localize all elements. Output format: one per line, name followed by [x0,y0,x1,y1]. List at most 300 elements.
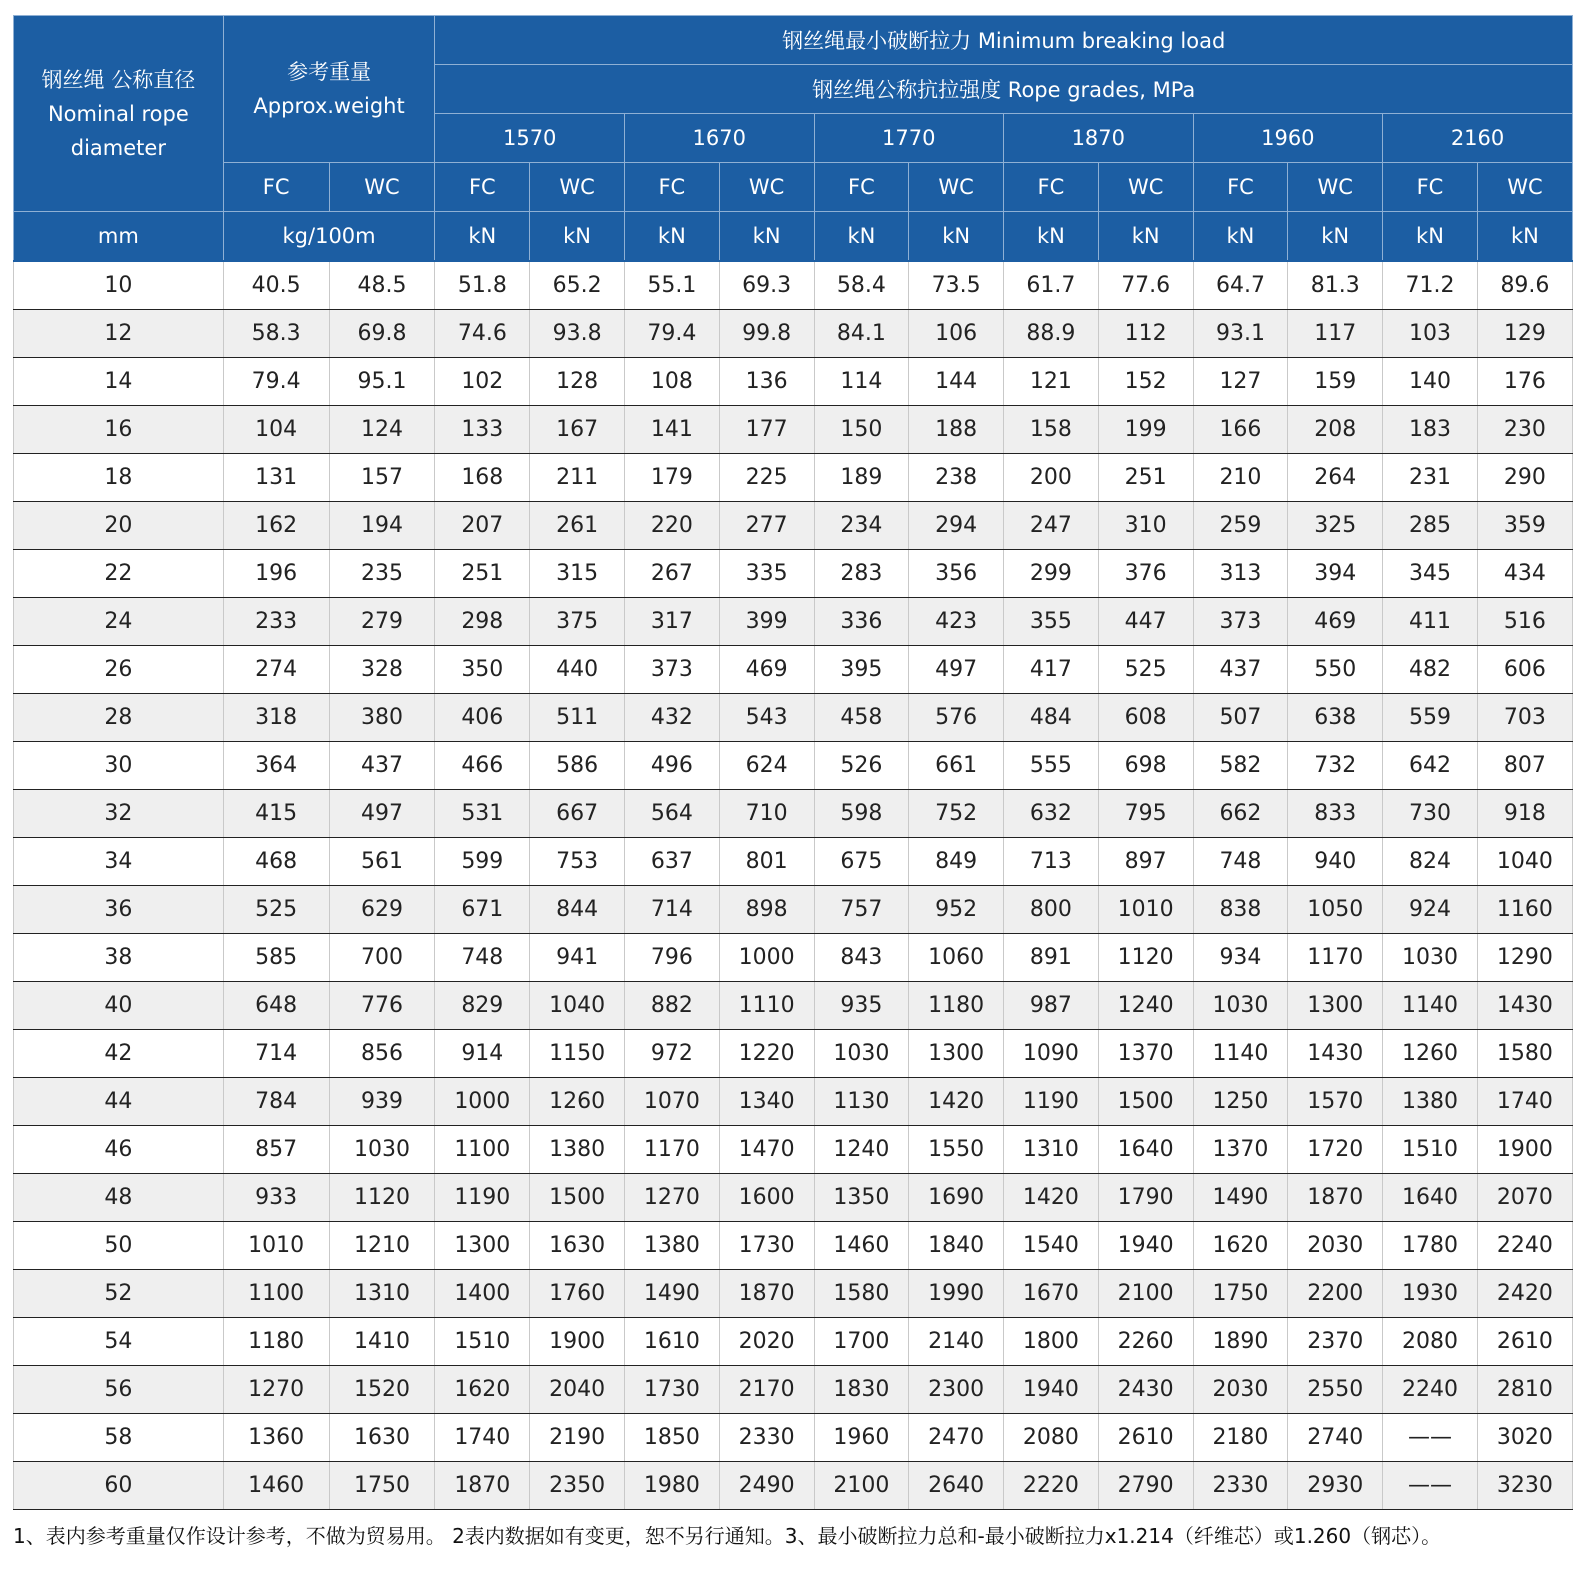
load-cell: 1550 [909,1126,1004,1174]
diameter-cell: 34 [14,838,224,886]
load-cell: 511 [530,694,625,742]
load-cell: 662 [1193,790,1288,838]
load-cell: 531 [435,790,530,838]
load-cell: 935 [814,982,909,1030]
load-cell: 285 [1383,502,1478,550]
load-cell: 208 [1288,406,1383,454]
load-cell: 1060 [909,934,1004,982]
load-cell: 58.4 [814,261,909,310]
load-cell: 310 [1098,502,1193,550]
load-cell: 1620 [435,1366,530,1414]
load-cell: 247 [1004,502,1099,550]
weight-cell: 525 [223,886,329,934]
weight-cell: 561 [329,838,435,886]
load-cell: 582 [1193,742,1288,790]
load-cell: 283 [814,550,909,598]
load-cell: 189 [814,454,909,502]
load-cell: 703 [1477,694,1572,742]
load-cell: 1340 [719,1078,814,1126]
load-cell: 918 [1477,790,1572,838]
fc-header: FC [814,163,909,212]
weight-cell: 162 [223,502,329,550]
weight-cell: 196 [223,550,329,598]
weight-cell: 124 [329,406,435,454]
diameter-cell: 10 [14,261,224,310]
load-cell: 1760 [530,1270,625,1318]
load-cell: 829 [435,982,530,1030]
load-cell: 1870 [435,1462,530,1510]
fc-header: FC [1383,163,1478,212]
load-cell: 93.8 [530,310,625,358]
diameter-cell: 14 [14,358,224,406]
load-cell: 264 [1288,454,1383,502]
table-row [14,1318,1573,1366]
load-cell: 748 [1193,838,1288,886]
load-cell: 210 [1193,454,1288,502]
unit-kn: kN [1098,212,1193,262]
load-cell: 99.8 [719,310,814,358]
diameter-cell: 54 [14,1318,224,1366]
load-cell: 1580 [814,1270,909,1318]
load-cell: 833 [1288,790,1383,838]
load-cell: 140 [1383,358,1478,406]
weight-header-zh: 参考重量 [287,60,372,84]
load-cell: 940 [1288,838,1383,886]
diameter-cell: 50 [14,1222,224,1270]
grade-header: 1570 [435,114,625,163]
weight-cell: 700 [329,934,435,982]
load-cell: 298 [435,598,530,646]
load-cell: 795 [1098,790,1193,838]
load-cell: 1000 [719,934,814,982]
load-cell: 51.8 [435,261,530,310]
unit-kn: kN [814,212,909,262]
table-row [14,1270,1573,1318]
load-cell: 220 [624,502,719,550]
load-cell: 315 [530,550,625,598]
load-cell: 267 [624,550,719,598]
weight-cell: 714 [223,1030,329,1078]
grade-header: 1670 [624,114,814,163]
weight-cell: 104 [223,406,329,454]
weight-cell: 194 [329,502,435,550]
load-cell: 207 [435,502,530,550]
load-cell: 1270 [624,1174,719,1222]
load-cell: 753 [530,838,625,886]
load-cell: 564 [624,790,719,838]
diameter-cell: 40 [14,982,224,1030]
wc-header: WC [530,163,625,212]
weight-cell: 157 [329,454,435,502]
load-cell: 1990 [909,1270,1004,1318]
load-cell: 168 [435,454,530,502]
load-cell: 1300 [1288,982,1383,1030]
load-cell: 71.2 [1383,261,1478,310]
unit-kn: kN [1193,212,1288,262]
load-cell: 661 [909,742,1004,790]
load-cell: 1380 [1383,1078,1478,1126]
load-cell: 1180 [909,982,1004,1030]
weight-cell: 497 [329,790,435,838]
load-cell: 89.6 [1477,261,1572,310]
load-cell: 2350 [530,1462,625,1510]
load-cell: 1030 [1193,982,1288,1030]
load-cell: 1140 [1193,1030,1288,1078]
load-cell: 1420 [1004,1174,1099,1222]
load-cell: 317 [624,598,719,646]
load-cell: 882 [624,982,719,1030]
table-row [14,694,1573,742]
load-cell: 2080 [1383,1318,1478,1366]
load-cell: 632 [1004,790,1099,838]
diameter-cell: 56 [14,1366,224,1414]
load-cell: 373 [624,646,719,694]
weight-header-en: Approx.weight [253,94,405,118]
grade-header: 1770 [814,114,1004,163]
load-cell: 141 [624,406,719,454]
load-cell: 2180 [1193,1414,1288,1462]
weight-cell: 1310 [329,1270,435,1318]
load-cell: 1220 [719,1030,814,1078]
load-cell: 1800 [1004,1318,1099,1366]
unit-kn: kN [719,212,814,262]
load-cell: 1540 [1004,1222,1099,1270]
load-cell: 159 [1288,358,1383,406]
load-cell: 2550 [1288,1366,1383,1414]
table-row [14,982,1573,1030]
load-cell: 599 [435,838,530,886]
load-cell: 1140 [1383,982,1478,1030]
load-cell: 713 [1004,838,1099,886]
load-cell: 1790 [1098,1174,1193,1222]
load-cell: 516 [1477,598,1572,646]
load-cell: 586 [530,742,625,790]
load-cell: 188 [909,406,1004,454]
table-row [14,1366,1573,1414]
load-cell: 2100 [1098,1270,1193,1318]
unit-kn: kN [1288,212,1383,262]
load-cell: 1930 [1383,1270,1478,1318]
load-cell: 1900 [530,1318,625,1366]
load-cell: 1120 [1098,934,1193,982]
load-cell: 313 [1193,550,1288,598]
load-cell: 375 [530,598,625,646]
load-cell: 2430 [1098,1366,1193,1414]
diameter-cell: 38 [14,934,224,982]
load-cell: 411 [1383,598,1478,646]
diameter-cell: 20 [14,502,224,550]
load-cell: 176 [1477,358,1572,406]
load-cell: 1750 [1193,1270,1288,1318]
load-cell: 106 [909,310,1004,358]
load-cell: 1980 [624,1462,719,1510]
load-cell: 1190 [435,1174,530,1222]
load-cell: 103 [1383,310,1478,358]
load-cell: 972 [624,1030,719,1078]
load-cell: 231 [1383,454,1478,502]
load-cell: 1470 [719,1126,814,1174]
load-cell: 710 [719,790,814,838]
table-row [14,1078,1573,1126]
diameter-cell: 28 [14,694,224,742]
load-cell: 1300 [435,1222,530,1270]
diameter-cell: 26 [14,646,224,694]
load-cell: 259 [1193,502,1288,550]
load-cell: 1380 [624,1222,719,1270]
load-cell: 434 [1477,550,1572,598]
diameter-cell: 52 [14,1270,224,1318]
load-cell: 469 [719,646,814,694]
load-cell: 1690 [909,1174,1004,1222]
load-cell: 394 [1288,550,1383,598]
load-cell: 199 [1098,406,1193,454]
table-row [14,1126,1573,1174]
load-cell: 3020 [1477,1414,1572,1462]
load-cell: 671 [435,886,530,934]
fc-header: FC [223,163,329,212]
load-cell: 1260 [530,1078,625,1126]
weight-cell: 629 [329,886,435,934]
load-cell: 1700 [814,1318,909,1366]
load-cell: 64.7 [1193,261,1288,310]
load-cell: 1190 [1004,1078,1099,1126]
load-cell: 2030 [1193,1366,1288,1414]
load-cell: 356 [909,550,1004,598]
weight-cell: 131 [223,454,329,502]
load-cell: 2420 [1477,1270,1572,1318]
load-cell: 81.3 [1288,261,1383,310]
load-cell: 1100 [435,1126,530,1174]
load-cell: 1630 [530,1222,625,1270]
diameter-cell: 24 [14,598,224,646]
load-cell: 290 [1477,454,1572,502]
diameter-cell: 42 [14,1030,224,1078]
table-row [14,742,1573,790]
weight-cell: 1460 [223,1462,329,1510]
load-cell: 432 [624,694,719,742]
load-cell: 1430 [1477,982,1572,1030]
diameter-cell: 22 [14,550,224,598]
table-row [14,261,1573,310]
diameter-cell: 44 [14,1078,224,1126]
load-cell: 251 [1098,454,1193,502]
load-cell: 2190 [530,1414,625,1462]
weight-cell: 95.1 [329,358,435,406]
weight-cell: 1360 [223,1414,329,1462]
load-cell: 1010 [1098,886,1193,934]
load-cell: 1000 [435,1078,530,1126]
load-cell: 1130 [814,1078,909,1126]
unit-weight: kg/100m [223,212,435,262]
table-row [14,934,1573,982]
load-cell: 637 [624,838,719,886]
load-cell: 801 [719,838,814,886]
load-cell: 559 [1383,694,1478,742]
load-cell: 1170 [624,1126,719,1174]
load-cell: 1460 [814,1222,909,1270]
load-cell: 294 [909,502,1004,550]
load-cell: 1490 [624,1270,719,1318]
load-cell: 261 [530,502,625,550]
load-cell: 1090 [1004,1030,1099,1078]
load-cell: 79.4 [624,310,719,358]
load-cell: 843 [814,934,909,982]
load-cell: 800 [1004,886,1099,934]
load-cell: 1840 [909,1222,1004,1270]
load-cell: 1260 [1383,1030,1478,1078]
load-cell: 251 [435,550,530,598]
load-cell: 1240 [1098,982,1193,1030]
table-row [14,886,1573,934]
load-cell: 638 [1288,694,1383,742]
wc-header: WC [1098,163,1193,212]
weight-cell: 1120 [329,1174,435,1222]
weight-cell: 279 [329,598,435,646]
load-cell: 2020 [719,1318,814,1366]
load-cell: 2300 [909,1366,1004,1414]
load-cell: 1870 [1288,1174,1383,1222]
load-cell: 796 [624,934,719,982]
load-cell: 1620 [1193,1222,1288,1270]
load-cell: 458 [814,694,909,742]
load-cell: 128 [530,358,625,406]
weight-cell: 784 [223,1078,329,1126]
weight-cell: 585 [223,934,329,982]
load-cell: 2810 [1477,1366,1572,1414]
diameter-cell: 12 [14,310,224,358]
load-cell: 2740 [1288,1414,1383,1462]
diameter-cell: 32 [14,790,224,838]
table-row [14,790,1573,838]
load-cell: 3230 [1477,1462,1572,1510]
load-cell: 606 [1477,646,1572,694]
wc-header: WC [1477,163,1572,212]
load-cell: 675 [814,838,909,886]
diameter-cell: 48 [14,1174,224,1222]
load-cell: 2040 [530,1366,625,1414]
load-cell: 2260 [1098,1318,1193,1366]
load-cell: 200 [1004,454,1099,502]
load-cell: 234 [814,502,909,550]
load-cell: 136 [719,358,814,406]
table-row [14,1174,1573,1222]
weight-cell: 648 [223,982,329,1030]
load-cell: 1170 [1288,934,1383,982]
load-cell: 1050 [1288,886,1383,934]
load-cell: 1960 [814,1414,909,1462]
unit-kn: kN [435,212,530,262]
load-cell: 69.3 [719,261,814,310]
table-header [14,16,1573,262]
load-cell: 2930 [1288,1462,1383,1510]
fc-header: FC [435,163,530,212]
load-cell: 108 [624,358,719,406]
load-cell: 423 [909,598,1004,646]
load-cell: 1370 [1193,1126,1288,1174]
load-cell: 335 [719,550,814,598]
rope-table-container [13,15,1573,1510]
load-cell: 350 [435,646,530,694]
load-cell: 114 [814,358,909,406]
load-cell: 1380 [530,1126,625,1174]
load-cell: 1420 [909,1078,1004,1126]
load-cell: 55.1 [624,261,719,310]
load-cell: 732 [1288,742,1383,790]
load-cell: 987 [1004,982,1099,1030]
load-cell: 1870 [719,1270,814,1318]
load-cell: 158 [1004,406,1099,454]
load-cell: 466 [435,742,530,790]
load-cell: 730 [1383,790,1478,838]
weight-cell: 1100 [223,1270,329,1318]
unit-kn: kN [530,212,625,262]
load-cell: 576 [909,694,1004,742]
load-cell: 1940 [1098,1222,1193,1270]
weight-cell: 1210 [329,1222,435,1270]
load-cell: 1670 [1004,1270,1099,1318]
load-cell: 952 [909,886,1004,934]
load-cell: —— [1383,1414,1478,1462]
load-cell: 2240 [1477,1222,1572,1270]
load-cell: 121 [1004,358,1099,406]
diameter-header-en-2: diameter [70,135,166,160]
table-row [14,358,1573,406]
load-cell: 1300 [909,1030,1004,1078]
weight-cell: 40.5 [223,261,329,310]
weight-cell: 79.4 [223,358,329,406]
load-cell: 2470 [909,1414,1004,1462]
weight-cell: 1030 [329,1126,435,1174]
load-cell: 698 [1098,742,1193,790]
wc-header: WC [719,163,814,212]
load-cell: 2140 [909,1318,1004,1366]
load-cell: 748 [435,934,530,982]
load-cell: 807 [1477,742,1572,790]
load-cell: 608 [1098,694,1193,742]
table-row [14,310,1573,358]
load-cell: 2610 [1477,1318,1572,1366]
load-cell: 824 [1383,838,1478,886]
load-cell: 399 [719,598,814,646]
load-cell: 844 [530,886,625,934]
diameter-cell: 18 [14,454,224,502]
load-cell: 496 [624,742,719,790]
load-cell: 1070 [624,1078,719,1126]
load-cell: 325 [1288,502,1383,550]
weight-cell: 233 [223,598,329,646]
table-row [14,1030,1573,1078]
load-cell: 88.9 [1004,310,1099,358]
load-cell: 1600 [719,1174,814,1222]
load-cell: 166 [1193,406,1288,454]
load-cell: 1350 [814,1174,909,1222]
load-cell: 65.2 [530,261,625,310]
load-cell: 211 [530,454,625,502]
weight-cell: 1270 [223,1366,329,1414]
wc-header: WC [909,163,1004,212]
load-cell: 1370 [1098,1030,1193,1078]
load-cell: 1110 [719,982,814,1030]
wc-header: WC [329,163,435,212]
load-cell: 714 [624,886,719,934]
load-cell: 1740 [1477,1078,1572,1126]
footnote: 1、表内参考重量仅作设计参考，不做为贸易用。 2表内数据如有变更，恕不另行通知。3、最小破断拉力总和-最小破断拉力x1.214（纤维芯）或1.260（钢芯）。 [13,1524,1442,1548]
load-cell: 167 [530,406,625,454]
weight-cell: 69.8 [329,310,435,358]
load-cell: 1780 [1383,1222,1478,1270]
load-cell: 1570 [1288,1078,1383,1126]
diameter-cell: 16 [14,406,224,454]
